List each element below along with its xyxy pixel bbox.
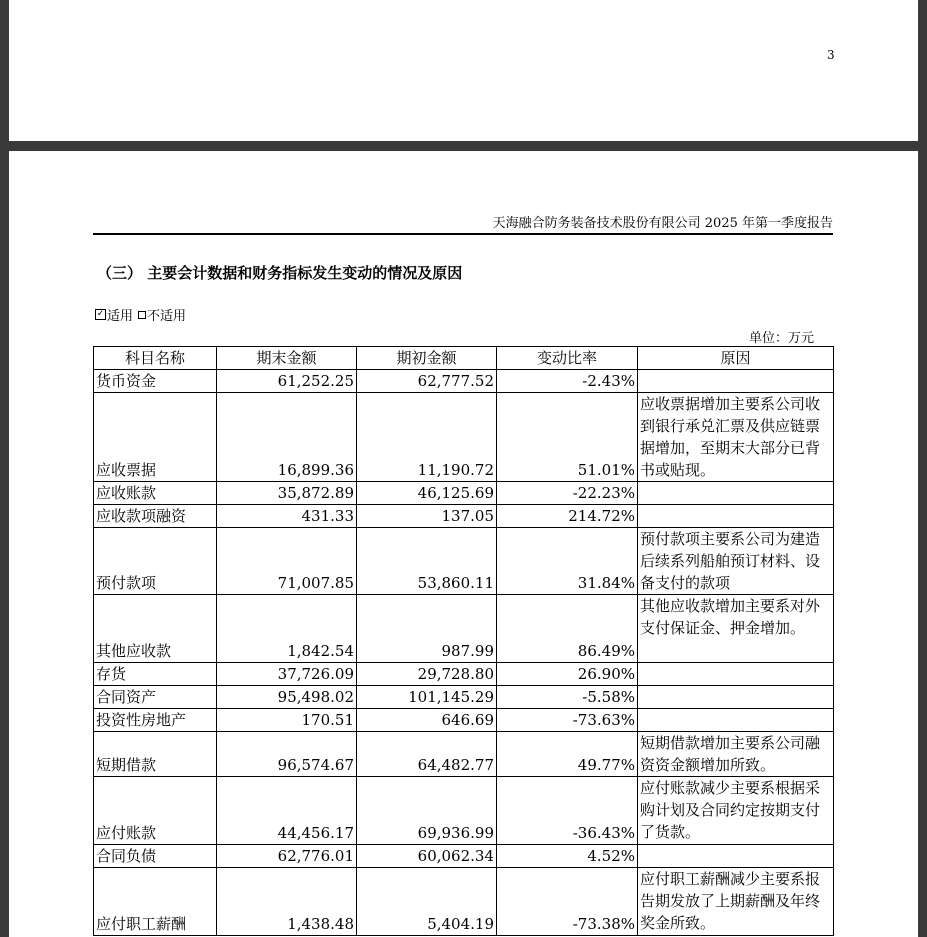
reason-cell: 预付款项主要系公司为建造后续系列船舶预订材料、设备支付的款项 [638, 528, 834, 595]
item-name-cell: 合同资产 [94, 686, 217, 709]
header-rule [93, 233, 833, 235]
table-header-row [94, 347, 834, 370]
report-header: 天海融合防务装备技术股份有限公司 2025 年第一季度报告 [492, 216, 833, 231]
table-row [94, 528, 834, 595]
reason-cell [638, 845, 834, 868]
header-item: 科目名称 [94, 347, 217, 370]
change-rate-cell: -73.38% [497, 868, 638, 936]
reason-cell [638, 709, 834, 732]
table-row [94, 777, 834, 845]
reason-cell: 应付职工薪酬减少主要系报告期发放了上期薪酬及年终奖金所致。 [638, 868, 834, 936]
begin-amount-cell: 646.69 [357, 709, 497, 732]
checked-box-icon: ✓ [96, 309, 105, 319]
item-name-cell: 应收账款 [94, 482, 217, 505]
item-name-cell: 应付账款 [94, 777, 217, 845]
end-amount-cell: 16,899.36 [217, 393, 357, 482]
table-row [94, 393, 834, 482]
change-rate-cell: -5.58% [497, 686, 638, 709]
begin-amount-cell: 69,936.99 [357, 777, 497, 845]
applicable-label: 适用 [107, 309, 134, 324]
begin-amount-cell: 5,404.19 [357, 868, 497, 936]
end-amount-cell: 62,776.01 [217, 845, 357, 868]
item-name-cell: 其他应收款 [94, 595, 217, 663]
end-amount-cell: 35,872.89 [217, 482, 357, 505]
unit-label: 单位：万元 [749, 331, 815, 346]
begin-amount-cell: 60,062.34 [357, 845, 497, 868]
begin-amount-cell: 987.99 [357, 595, 497, 663]
reason-cell: 短期借款增加主要系公司融资资金额增加所致。 [638, 732, 834, 777]
previous-page [9, 0, 918, 141]
header-begin-amount: 期初金额 [357, 347, 497, 370]
not-applicable-label: 不适用 [147, 309, 187, 324]
change-rate-cell: 51.01% [497, 393, 638, 482]
item-name-cell: 预付款项 [94, 528, 217, 595]
header-end-amount: 期末金额 [217, 347, 357, 370]
header-change-rate: 变动比率 [497, 347, 638, 370]
end-amount-cell: 95,498.02 [217, 686, 357, 709]
reason-cell [638, 505, 834, 528]
begin-amount-cell: 29,728.80 [357, 663, 497, 686]
change-rate-cell: -73.63% [497, 709, 638, 732]
table-row [94, 709, 834, 732]
change-rate-cell: 31.84% [497, 528, 638, 595]
change-rate-cell: 49.77% [497, 732, 638, 777]
change-rate-cell: 86.49% [497, 595, 638, 663]
item-name-cell: 货币资金 [94, 370, 217, 393]
begin-amount-cell: 62,777.52 [357, 370, 497, 393]
page-number: 3 [827, 48, 835, 62]
header-reason: 原因 [638, 347, 834, 370]
table-row [94, 505, 834, 528]
change-rate-cell: -2.43% [497, 370, 638, 393]
reason-cell [638, 482, 834, 505]
table-row [94, 663, 834, 686]
begin-amount-cell: 46,125.69 [357, 482, 497, 505]
end-amount-cell: 44,456.17 [217, 777, 357, 845]
end-amount-cell: 96,574.67 [217, 732, 357, 777]
current-page [9, 151, 918, 937]
item-name-cell: 应收款项融资 [94, 505, 217, 528]
reason-cell [638, 370, 834, 393]
reason-cell: 应付账款减少主要系根据采购计划及合同约定按期支付了货款。 [638, 777, 834, 845]
table-row [94, 595, 834, 663]
change-rate-cell: 214.72% [497, 505, 638, 528]
end-amount-cell: 1,842.54 [217, 595, 357, 663]
item-name-cell: 应收票据 [94, 393, 217, 482]
begin-amount-cell: 101,145.29 [357, 686, 497, 709]
table-row [94, 868, 834, 936]
unchecked-box-icon [138, 311, 146, 319]
change-rate-cell: -22.23% [497, 482, 638, 505]
item-name-cell: 应付职工薪酬 [94, 868, 217, 936]
change-rate-cell: 26.90% [497, 663, 638, 686]
begin-amount-cell: 11,190.72 [357, 393, 497, 482]
begin-amount-cell: 53,860.11 [357, 528, 497, 595]
end-amount-cell: 431.33 [217, 505, 357, 528]
reason-cell: 应收票据增加主要系公司收到银行承兑汇票及供应链票据增加，至期末大部分已背书或贴现。 [638, 393, 834, 482]
end-amount-cell: 37,726.09 [217, 663, 357, 686]
begin-amount-cell: 64,482.77 [357, 732, 497, 777]
reason-cell [638, 663, 834, 686]
end-amount-cell: 1,438.48 [217, 868, 357, 936]
item-name-cell: 存货 [94, 663, 217, 686]
financial-changes-table [93, 346, 834, 936]
item-name-cell: 投资性房地产 [94, 709, 217, 732]
change-rate-cell: 4.52% [497, 845, 638, 868]
end-amount-cell: 61,252.25 [217, 370, 357, 393]
end-amount-cell: 71,007.85 [217, 528, 357, 595]
section-title: （三） 主要会计数据和财务指标发生变动的情况及原因 [97, 264, 463, 282]
end-amount-cell: 170.51 [217, 709, 357, 732]
reason-cell [638, 686, 834, 709]
item-name-cell: 合同负债 [94, 845, 217, 868]
reason-cell: 其他应收款增加主要系对外支付保证金、押金增加。 [638, 595, 834, 663]
applicable-options [95, 305, 186, 324]
change-rate-cell: -36.43% [497, 777, 638, 845]
begin-amount-cell: 137.05 [357, 505, 497, 528]
table-row [94, 845, 834, 868]
table-row [94, 482, 834, 505]
table-row [94, 686, 834, 709]
item-name-cell: 短期借款 [94, 732, 217, 777]
table-row [94, 732, 834, 777]
table-row [94, 370, 834, 393]
